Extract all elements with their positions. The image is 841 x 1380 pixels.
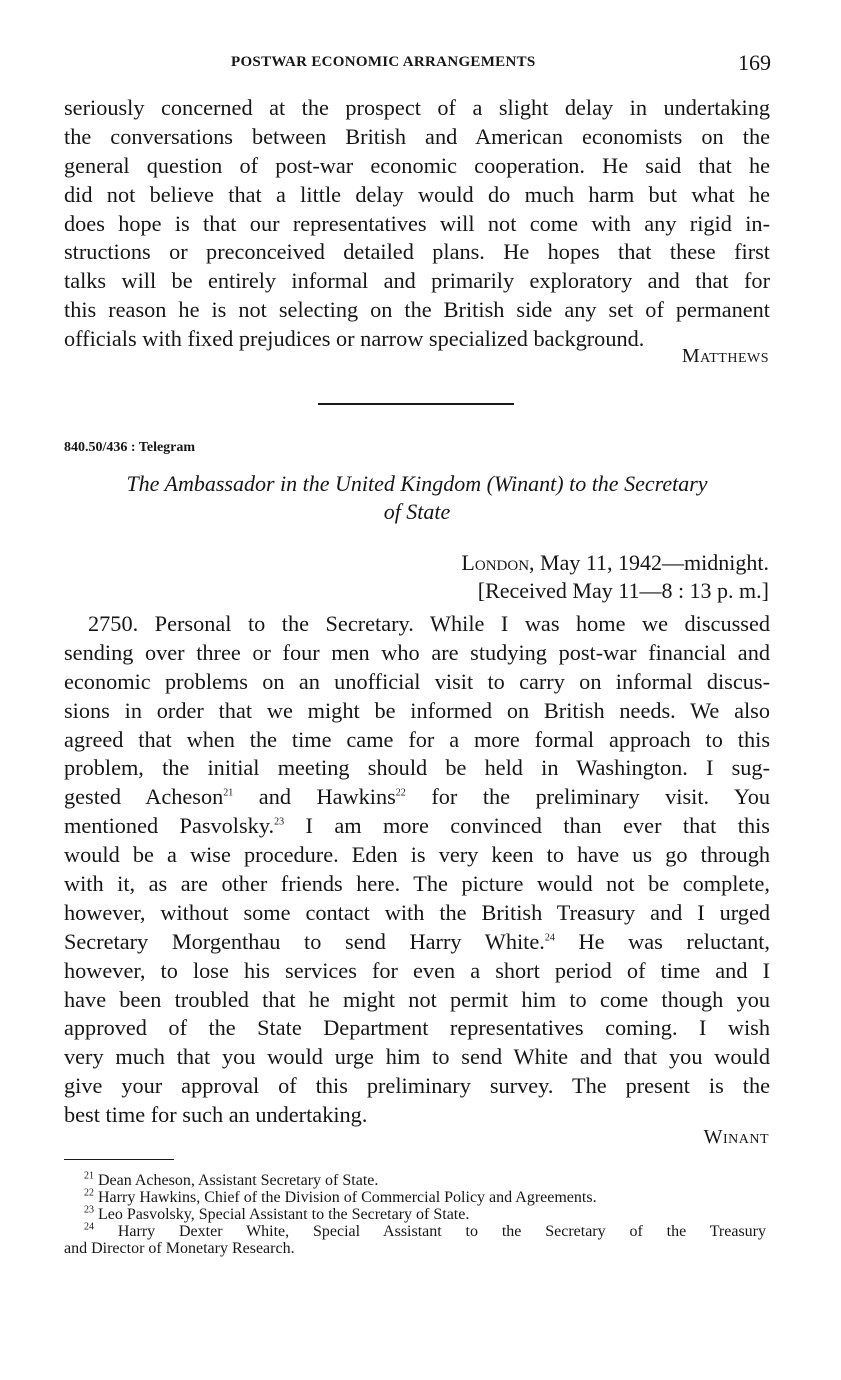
footnote [64, 1223, 766, 1240]
text-line: however, without some contact with the British Treasury and I urged [64, 899, 770, 925]
footnotes [64, 1172, 766, 1257]
text-line: give your approval of this preliminary survey. The present is the [64, 1073, 770, 1099]
text-line: very much that you would urge him to send White and that you would [64, 1044, 770, 1070]
title-line: The Ambassador in the United Kingdom (Winant) to the Secretary [126, 471, 708, 496]
text-line: economic problems on an unofficial visit to carry on informal discus- [64, 668, 770, 694]
line-segment: He was reluctant, [554, 928, 770, 954]
section-separator [318, 403, 514, 405]
footnote-number: 21 [84, 1170, 94, 1182]
page-header [0, 50, 841, 80]
document-title [64, 470, 770, 526]
text-line: sending over three or four men who are studying post-war financial and [64, 639, 770, 665]
text-line-with-notes [64, 783, 770, 812]
dateline [461, 550, 769, 576]
text-line: does hope is that our representatives will not come with any rigid in- [64, 210, 770, 236]
text-line: best time for such an undertaking. [64, 1102, 368, 1128]
signature-winant: Winant [703, 1126, 769, 1148]
text-line: officials with fixed prejudices or narrow specialized background. [64, 326, 645, 352]
text-line: structions or preconceived detailed plans. He hopes that these first [64, 239, 770, 265]
footnote-ref: 24 [544, 932, 555, 944]
footnote-text: Harry Dexter White, Special Assistant to the Secretary of the Treasury [117, 1223, 767, 1240]
text-line: general question of post-war economic cooperation. He said that he [64, 152, 770, 178]
footnote [64, 1189, 766, 1206]
footnote-number: 23 [84, 1204, 94, 1216]
text-line: however, to lose his services for even a short period of time and I [64, 957, 770, 983]
telegram-body [64, 610, 770, 1130]
line-segment: gested Acheson [64, 784, 224, 810]
footnote-text: and Director of Monetary Research. [64, 1240, 295, 1257]
dateline-date: May 11, 1942—midnight. [534, 550, 769, 575]
footnote-continuation [64, 1240, 766, 1257]
footnote-text: Dean Acheson, Assistant Secretary of State. [98, 1172, 379, 1189]
received-note: [Received May 11—8 : 13 p. m.] [477, 578, 769, 603]
footnote [64, 1206, 766, 1223]
footnote-ref: 21 [223, 787, 234, 799]
text-line-with-notes [64, 928, 770, 957]
text-line: would be a wise procedure. Eden is very keen to have us go through [64, 842, 770, 868]
text-line: problem, the initial meeting should be held in Washington. I sug- [64, 755, 770, 781]
text-line: have been troubled that he might not permit him to come though you [64, 986, 770, 1012]
file-number: 840.50/436 : Telegram [64, 440, 196, 455]
line-segment: Secretary Morgenthau to send Harry White. [64, 928, 545, 954]
line-segment: mentioned Pasvolsky. [64, 813, 275, 839]
text-line: sions in order that we might be informed on British needs. We also [64, 697, 770, 723]
dateline-place: London, [461, 550, 535, 575]
title-line: of State [383, 499, 451, 524]
text-line: seriously concerned at the prospect of a slight delay in undertaking [64, 95, 770, 120]
footnote-text: Leo Pasvolsky, Special Assistant to the Secretary of State. [98, 1206, 470, 1223]
footnote-number: 24 [84, 1221, 94, 1233]
first-paragraph [64, 94, 770, 354]
footnote [64, 1172, 766, 1189]
text-line: this reason he is not selecting on the British side any set of permanent [64, 297, 770, 323]
text-line: talks will be entirely informal and primarily exploratory and that for [64, 268, 770, 294]
text-line: approved of the State Department representatives coming. I wish [64, 1015, 770, 1041]
text-line: the conversations between British and American economists on the [64, 123, 770, 149]
signature-matthews: Matthews [681, 345, 769, 367]
footnote-ref: 23 [274, 816, 285, 828]
line-segment: and Hawkins [233, 784, 396, 810]
text-line-with-notes [64, 812, 770, 841]
text-line: 2750. Personal to the Secretary. While I was home we discussed [88, 611, 770, 636]
footnote-text: Harry Hawkins, Chief of the Division of Commercial Policy and Agreements. [98, 1189, 597, 1206]
text-line: did not believe that a little delay would do much harm but what he [64, 181, 770, 207]
footnote-ref: 22 [395, 787, 406, 799]
line-segment: I am more convinced than ever that this [284, 813, 770, 839]
page-number: 169 [738, 50, 771, 75]
running-head: POSTWAR ECONOMIC ARRANGEMENTS [231, 54, 536, 70]
footnote-rule [64, 1159, 174, 1160]
footnote-number: 22 [84, 1187, 94, 1199]
text-line: agreed that when the time came for a more formal approach to this [64, 726, 770, 752]
line-segment: for the preliminary visit. You [405, 784, 770, 810]
text-line: with it, as are other friends here. The picture would not be complete, [64, 871, 770, 897]
